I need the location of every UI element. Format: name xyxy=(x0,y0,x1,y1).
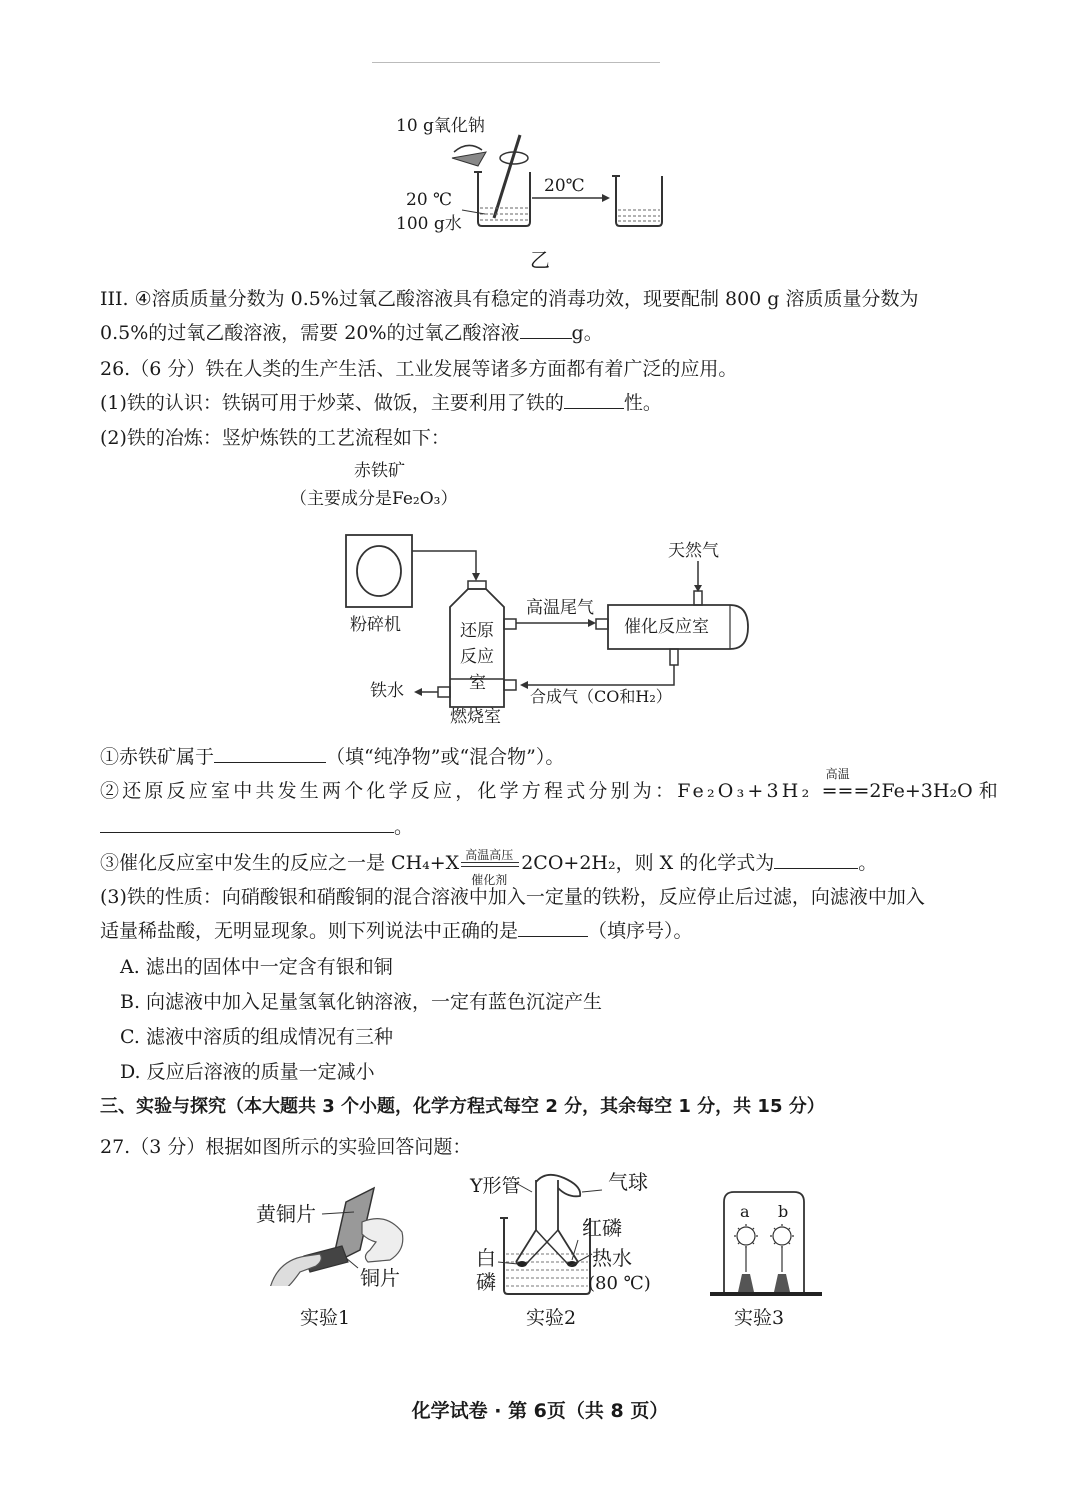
experiment-2 xyxy=(470,1170,660,1340)
flow-catalyst: 催化反应室 xyxy=(624,617,709,637)
q25-iii-unit: g。 xyxy=(571,322,603,344)
q26-sub1 xyxy=(100,744,564,770)
exp3-caption: 实验3 xyxy=(734,1307,785,1329)
flow-crusher: 粉碎机 xyxy=(350,615,401,635)
q26-p1-end: 性。 xyxy=(623,392,662,414)
q25-iii-line2-text: 0.5%的过氧乙酸溶液，需要 20%的过氧乙酸溶液 xyxy=(100,322,520,344)
exp2-white-phosphorus-2: 磷 xyxy=(476,1270,496,1294)
exp2-hot-water: 热水 xyxy=(592,1246,632,1270)
q26-sub2 xyxy=(100,767,998,804)
top-rule xyxy=(372,62,660,63)
answer-blank[interactable] xyxy=(518,918,588,937)
q26-sub3-cond-top: 高温高压 xyxy=(465,848,514,862)
section-title: 三、实验与探究（本大题共 3 个小题，化学方程式每空 2 分，其余每空 1 分，共 15 分） xyxy=(100,1096,825,1117)
q26-p1-text: (1)铁的认识：铁锅可用于炒菜、做饭，主要利用了铁的 xyxy=(100,392,564,414)
option-d: D. 反应后溶液的质量一定减小 xyxy=(120,1061,375,1083)
flow-ore: 赤铁矿 xyxy=(354,461,405,481)
label-water: 100 g水 xyxy=(396,214,462,234)
q26-sub2-line2 xyxy=(100,814,413,840)
q26-sub2-condition: 高温 xyxy=(825,767,850,781)
exp2-ytube: Y形管 xyxy=(470,1175,521,1197)
q26-sub3-end: 。 xyxy=(858,852,878,874)
q26-sub1-text: ①赤铁矿属于 xyxy=(100,746,215,768)
flow-reduction-3: 室 xyxy=(469,673,486,693)
flow-gas: 天然气 xyxy=(668,541,719,561)
answer-blank[interactable] xyxy=(520,320,572,339)
flow-reduction-2: 反应 xyxy=(460,647,494,667)
q26-p3-line2 xyxy=(100,918,693,944)
answer-blank[interactable] xyxy=(774,850,858,869)
experiment-3 xyxy=(700,1186,840,1336)
q26-sub3 xyxy=(100,848,878,887)
exp1-caption: 实验1 xyxy=(300,1307,351,1329)
q26-title: 26.（6 分）铁在人类的生产生活、工业发展等诸多方面都有着广泛的应用。 xyxy=(100,358,738,380)
q25-iii-line1: III. ④溶质质量分数为 0.5%过氧乙酸溶液具有稳定的消毒功效，现要配制 800 g 溶质质量分数为 xyxy=(100,288,919,310)
q26-sub2-equation xyxy=(821,767,998,804)
exp1-brass: 黄铜片 xyxy=(256,1202,316,1226)
exp2-red-phosphorus: 红磷 xyxy=(582,1216,622,1240)
q25-iii-line2 xyxy=(100,320,603,346)
q26-sub3-products: 2CO+2H₂，则 X 的化学式为 xyxy=(521,852,775,874)
exp2-white-phosphorus-1: 白 xyxy=(476,1246,496,1270)
flow-diagram xyxy=(290,455,770,735)
q26-sub1-hint: （填“纯净物”或“混合物”）。 xyxy=(326,746,565,768)
figure-caption-yi: 乙 xyxy=(530,248,550,272)
q26-sub2-end: 。 xyxy=(394,816,414,838)
flow-syngas: 合成气（CO和H₂） xyxy=(530,687,672,706)
flow-burner: 燃烧室 xyxy=(450,707,501,727)
q26-sub3-cond-bottom: 催化剂 xyxy=(471,873,508,887)
q26-p3-line1: (3)铁的性质：向硝酸银和硝酸铜的混合溶液中加入一定量的铁粉，反应停止后过滤，向滤液中加入 xyxy=(100,886,925,908)
exp2-caption: 实验2 xyxy=(526,1307,577,1329)
q26-p1 xyxy=(100,390,662,416)
answer-blank[interactable] xyxy=(100,814,394,833)
exp2-temp: (80 ℃) xyxy=(588,1273,651,1294)
option-c: C. 滤液中溶质的组成情况有三种 xyxy=(120,1026,393,1048)
answer-blank[interactable] xyxy=(214,744,326,763)
q26-sub2-text: ②还原反应室中共发生两个化学反应，化学方程式分别为：Fe₂O₃+3H₂ xyxy=(100,780,822,802)
q27-title: 27.（3 分）根据如图所示的实验回答问题： xyxy=(100,1136,472,1158)
flow-exhaust: 高温尾气 xyxy=(526,598,594,618)
flow-reduction-1: 还原 xyxy=(460,621,494,641)
answer-blank[interactable] xyxy=(564,390,624,409)
q26-p3-hint: （填序号）。 xyxy=(588,920,693,942)
q26-sub3-arrow xyxy=(459,848,521,887)
figure-yi xyxy=(390,110,680,280)
exp1-copper: 铜片 xyxy=(360,1266,400,1290)
exp3-label-b: b xyxy=(778,1202,789,1221)
page-footer: 化学试卷 · 第 6页（共 8 页） xyxy=(411,1400,669,1422)
q26-p3-text: 适量稀盐酸，无明显现象。则下列说法中正确的是 xyxy=(100,920,519,942)
experiment-3-drawing xyxy=(700,1186,840,1296)
label-arrow-temp: 20℃ xyxy=(544,176,585,196)
option-a: A. 滤出的固体中一定含有银和铜 xyxy=(120,956,393,978)
flow-ore-note: （主要成分是Fe₂O₃） xyxy=(290,489,458,509)
q26-p2: (2)铁的冶炼：竖炉炼铁的工艺流程如下： xyxy=(100,427,450,449)
experiment-1 xyxy=(250,1176,420,1336)
flow-iron: 铁水 xyxy=(370,681,404,701)
label-solute: 10 g氧化钠 xyxy=(396,116,485,136)
label-temp: 20 ℃ xyxy=(406,190,453,210)
q26-sub3-text: ③催化反应室中发生的反应之一是 CH₄+X xyxy=(100,852,460,874)
q26-sub2-products: ===2Fe+3H₂O 和 xyxy=(821,780,998,802)
exp2-balloon: 气球 xyxy=(608,1170,648,1194)
option-b: B. 向滤液中加入足量氢氧化钠溶液，一定有蓝色沉淀产生 xyxy=(120,991,603,1013)
exp3-label-a: a xyxy=(740,1202,750,1221)
